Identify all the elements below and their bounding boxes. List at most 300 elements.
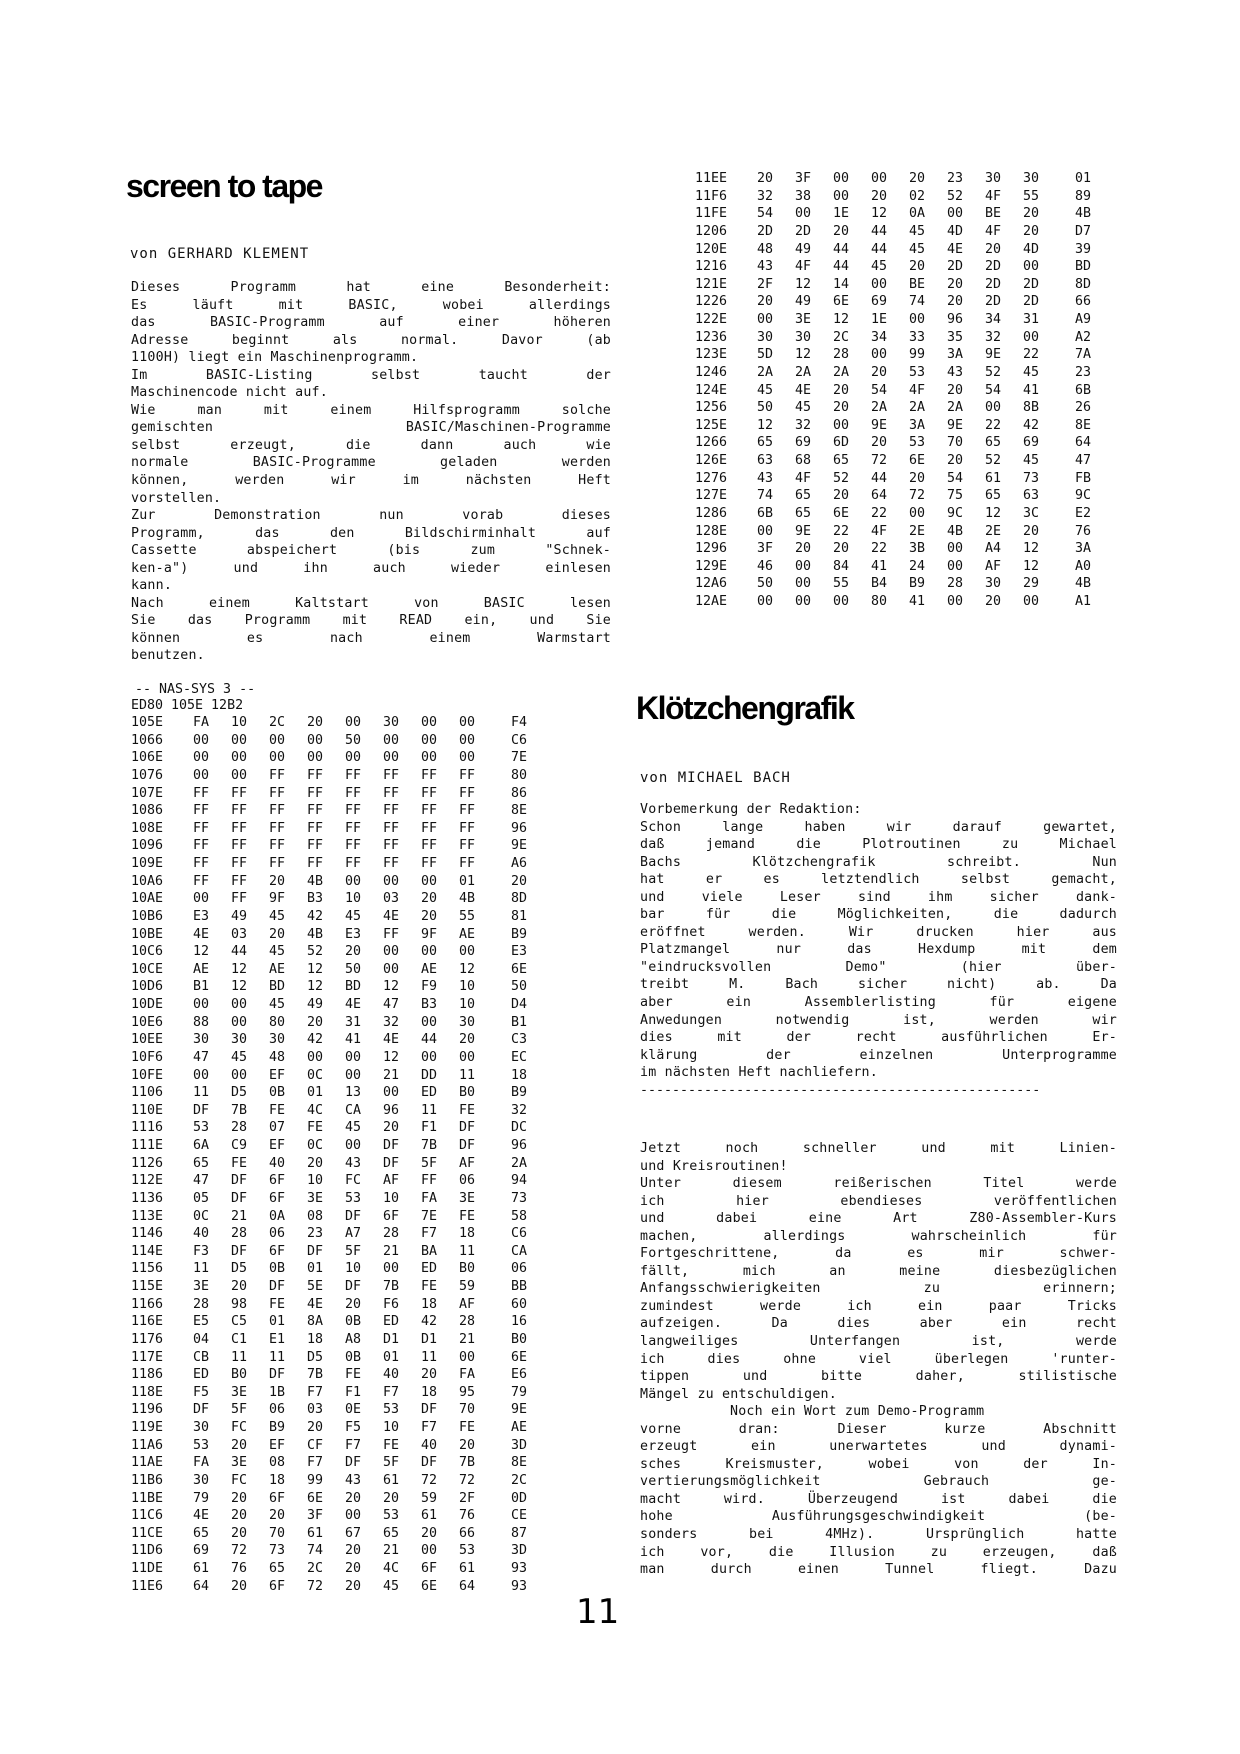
hex-byte: 12	[871, 206, 888, 222]
text-line: Anwedungen notwendig ist, werden wir	[640, 1012, 1117, 1028]
hex-byte: FF	[459, 856, 476, 871]
hex-byte: 3A	[909, 417, 926, 433]
hex-byte: 52	[985, 453, 1002, 468]
hex-byte: 53	[909, 364, 926, 380]
hex-byte: 00	[193, 732, 210, 748]
hex-byte: 0A	[269, 1208, 286, 1224]
hex-byte: 7B	[231, 1102, 248, 1118]
hex-byte: 74	[757, 488, 774, 504]
hex-byte: 59	[421, 1490, 438, 1506]
hex-byte: 53	[909, 435, 926, 451]
hex-checksum: 89	[1075, 188, 1092, 204]
hex-byte: E3	[345, 926, 362, 942]
text-line: selbst erzeugt, die dann auch wie	[131, 437, 611, 453]
hex-address: 11FE	[695, 206, 728, 222]
hex-byte: 20	[795, 541, 812, 557]
text-line: ken-a") und ihn auch wieder einlesen	[131, 560, 611, 576]
hex-byte: 4B	[947, 523, 964, 539]
hexdump-row	[695, 329, 1115, 347]
hex-byte: 65	[795, 505, 812, 521]
text-line: Schon lange haben wir darauf gewartet,	[640, 819, 1117, 835]
hexdump-row	[131, 1454, 551, 1472]
hex-byte: 20	[231, 1525, 248, 1541]
hex-byte: 00	[833, 417, 850, 433]
hex-address: 117E	[131, 1349, 164, 1365]
hex-byte: F7	[421, 1226, 438, 1242]
hex-byte: 22	[1023, 347, 1040, 363]
hex-byte: 20	[421, 1367, 438, 1383]
hex-byte: 00	[383, 961, 400, 977]
hex-byte: 79	[193, 1490, 210, 1506]
hex-byte: 41	[871, 558, 888, 574]
hex-byte: 0A	[909, 206, 926, 222]
hex-byte: 00	[795, 576, 812, 592]
hex-byte: B4	[871, 576, 888, 592]
text-line: können es nach einem Warmstart	[131, 630, 611, 646]
hex-byte: 00	[947, 206, 964, 222]
hex-byte: 20	[231, 1578, 248, 1594]
hex-byte: 70	[947, 435, 964, 451]
text-line: treibt M. Bach sicher nicht) ab. Da	[640, 977, 1117, 993]
text-line: Wie man mit einem Hilfsprogramm solche	[131, 402, 611, 418]
hex-byte: ED	[421, 1261, 438, 1277]
hex-byte: 11	[421, 1349, 438, 1365]
hex-byte: F7	[345, 1437, 362, 1453]
hex-checksum: 8E	[1075, 417, 1092, 433]
hexdump-row	[695, 575, 1115, 593]
hex-checksum: 96	[511, 1138, 528, 1153]
hex-byte: 9E	[947, 417, 964, 433]
hex-byte: 20	[345, 1543, 362, 1559]
hex-checksum: EC	[511, 1049, 528, 1065]
hex-byte: 00	[459, 944, 476, 960]
hex-byte: 3E	[231, 1455, 248, 1471]
hex-byte: 00	[795, 594, 812, 609]
hex-address: 125E	[695, 417, 728, 433]
hex-byte: 30	[193, 1472, 210, 1488]
hex-byte: FF	[269, 820, 286, 836]
hex-byte: 9F	[269, 891, 286, 907]
hex-byte: 65	[193, 1525, 210, 1541]
hex-byte: 9C	[947, 505, 964, 521]
hexdump-row	[131, 732, 551, 750]
text-line: und viele Leser sind ihm sicher dank-	[640, 889, 1117, 905]
hex-address: 12A6	[695, 576, 728, 592]
hex-byte: 20	[231, 1490, 248, 1506]
hex-byte: 45	[269, 997, 286, 1012]
hex-address: 12AE	[695, 594, 728, 609]
hex-checksum: 3A	[1075, 541, 1092, 557]
hex-byte: 00	[833, 594, 850, 609]
hex-checksum: 01	[1075, 171, 1092, 186]
hex-byte: 01	[269, 1314, 286, 1330]
byline-michael-bach: von MICHAEL BACH	[640, 770, 791, 786]
hex-byte: AF	[383, 1173, 400, 1189]
article-title-screen-to-tape: screen to tape	[126, 168, 322, 204]
hex-byte: 20	[909, 171, 926, 186]
text-line: aufzeigen. Da dies aber ein recht	[640, 1316, 1117, 1332]
hex-byte: 40	[193, 1226, 210, 1242]
hex-byte: 88	[193, 1014, 210, 1030]
hex-byte: 80	[269, 1014, 286, 1030]
hexdump-listing-right	[695, 170, 1115, 611]
hex-byte: 3C	[1023, 505, 1040, 521]
hex-byte: 2C	[307, 1561, 324, 1576]
hexdump-row	[131, 1525, 551, 1543]
hex-byte: 47	[383, 997, 400, 1012]
hexdump-row	[131, 1067, 551, 1085]
hex-byte: D5	[231, 1261, 248, 1277]
hexdump-row	[695, 558, 1115, 576]
hex-byte: 11	[269, 1349, 286, 1365]
hex-address: 1066	[131, 732, 164, 748]
hex-byte: 6E	[833, 294, 850, 310]
hexdump-row	[695, 241, 1115, 259]
hexdump-row	[131, 890, 551, 908]
hex-byte: 53	[193, 1120, 210, 1136]
hex-byte: 7E	[421, 1208, 438, 1224]
hex-byte: FA	[459, 1367, 476, 1383]
editorial-note-text	[640, 801, 1117, 1099]
page-number: 11	[576, 1592, 620, 1632]
hex-byte: 72	[909, 488, 926, 504]
hex-byte: 03	[307, 1402, 324, 1418]
hex-byte: 4B	[307, 873, 324, 889]
hex-byte: FF	[421, 1173, 438, 1189]
hex-byte: A8	[345, 1331, 362, 1347]
hex-byte: 7B	[459, 1455, 476, 1471]
text-line: langweiliges Unterfangen ist, werde	[640, 1334, 1117, 1350]
hex-address: 110E	[131, 1102, 164, 1118]
text-line: hat er es letztendlich selbst gemacht,	[640, 872, 1117, 888]
hex-byte: 40	[421, 1437, 438, 1453]
hex-address: 11DE	[131, 1561, 164, 1576]
hex-byte: 11	[193, 1085, 210, 1101]
hex-byte: 40	[269, 1155, 286, 1171]
hex-byte: ED	[193, 1367, 210, 1383]
hex-byte: CF	[307, 1437, 324, 1453]
hex-byte: 08	[269, 1455, 286, 1471]
hex-byte: 4C	[383, 1561, 400, 1576]
hex-byte: 00	[231, 767, 248, 783]
hex-byte: 69	[193, 1543, 210, 1559]
hex-checksum: CA	[511, 1243, 528, 1259]
hex-byte: FF	[269, 785, 286, 801]
hex-byte: 00	[1023, 594, 1040, 609]
hex-byte: 45	[231, 1049, 248, 1065]
hex-address: 10E6	[131, 1014, 164, 1030]
hex-byte: 98	[231, 1296, 248, 1312]
hex-address: 121E	[695, 276, 728, 292]
hex-byte: 32	[383, 1014, 400, 1030]
hex-byte: DF	[231, 1243, 248, 1259]
hex-address: 11E6	[131, 1578, 164, 1594]
hex-address: 122E	[695, 312, 728, 327]
hex-address: 10C6	[131, 944, 164, 960]
hex-byte: 00	[345, 1049, 362, 1065]
hex-address: 1266	[695, 435, 728, 451]
hex-byte: B9	[269, 1420, 286, 1435]
text-line: klärung der einzelnen Unterprogramme	[640, 1047, 1117, 1063]
hex-byte: 00	[795, 558, 812, 574]
hexdump-row	[131, 1419, 551, 1437]
hex-byte: 00	[231, 997, 248, 1012]
hex-byte: 9E	[795, 523, 812, 539]
hex-byte: 10	[383, 1420, 400, 1435]
hex-address: 11BE	[131, 1490, 164, 1506]
hex-byte: 08	[307, 1208, 324, 1224]
hex-checksum: C6	[511, 732, 528, 748]
hex-byte: 4F	[909, 382, 926, 398]
listing-header-addresses: ED80 105E 12B2	[131, 698, 244, 713]
hex-byte: 12	[1023, 558, 1040, 574]
hex-byte: 4F	[795, 259, 812, 275]
hex-byte: 00	[833, 188, 850, 204]
text-line: dies mit der recht ausführlichen Er-	[640, 1030, 1117, 1046]
hex-byte: 00	[383, 1085, 400, 1101]
hex-byte: B1	[193, 979, 210, 995]
hex-byte: 18	[269, 1472, 286, 1488]
hex-byte: 20	[269, 1508, 286, 1524]
hexdump-row	[131, 1507, 551, 1525]
hex-byte: 45	[909, 223, 926, 239]
hex-byte: 22	[833, 523, 850, 539]
hex-byte: 00	[833, 171, 850, 186]
hex-byte: 00	[193, 767, 210, 783]
hex-checksum: 2A	[511, 1155, 528, 1171]
hex-byte: DF	[193, 1402, 210, 1418]
hex-checksum: 26	[1075, 400, 1092, 416]
hex-byte: FE	[345, 1367, 362, 1383]
hex-checksum: 3D	[511, 1437, 528, 1453]
hex-byte: 0E	[345, 1402, 362, 1418]
hex-byte: 23	[307, 1226, 324, 1242]
hex-byte: 20	[833, 400, 850, 416]
hex-byte: 10	[383, 1190, 400, 1206]
hex-byte: 4C	[307, 1102, 324, 1118]
hex-byte: 2D	[1023, 294, 1040, 310]
hex-byte: 1E	[833, 206, 850, 222]
hex-byte: 00	[421, 732, 438, 748]
hex-byte: FF	[307, 838, 324, 854]
hex-byte: E1	[269, 1331, 286, 1347]
hex-byte: FF	[307, 785, 324, 801]
hex-byte: 00	[421, 750, 438, 766]
hex-byte: 32	[795, 417, 812, 433]
hex-checksum: 64	[1075, 435, 1092, 451]
text-line: vorstellen.	[131, 490, 222, 506]
hex-byte: DF	[231, 1190, 248, 1206]
hex-address: 1206	[695, 223, 728, 239]
hex-checksum: 60	[511, 1296, 528, 1312]
hex-byte: A7	[345, 1226, 362, 1242]
hex-byte: 00	[909, 312, 926, 327]
hex-byte: 28	[383, 1226, 400, 1242]
hex-byte: FF	[307, 767, 324, 783]
hex-checksum: 6E	[511, 1349, 528, 1365]
hex-byte: 53	[383, 1508, 400, 1524]
hex-byte: 84	[833, 558, 850, 574]
hex-checksum: 39	[1075, 241, 1092, 257]
hex-checksum: 4B	[1075, 576, 1092, 592]
hexdump-row	[131, 1225, 551, 1243]
hex-byte: 30	[985, 576, 1002, 592]
hex-byte: 00	[193, 891, 210, 907]
hex-address: 119E	[131, 1420, 164, 1435]
hex-byte: DF	[269, 1279, 286, 1294]
hex-byte: F1	[421, 1120, 438, 1136]
article-title-kloetzchengrafik: Klötzchengrafik	[636, 690, 854, 726]
hex-byte: AF	[985, 558, 1002, 574]
hex-byte: 30	[193, 1032, 210, 1048]
hex-byte: 72	[231, 1543, 248, 1559]
hex-byte: DF	[383, 1138, 400, 1153]
hex-byte: 00	[421, 715, 438, 730]
hex-byte: 20	[269, 873, 286, 889]
hex-address: 1256	[695, 400, 728, 416]
hex-byte: 11	[459, 1243, 476, 1259]
hex-byte: FF	[383, 856, 400, 871]
hexdump-row	[695, 452, 1115, 470]
hexdump-row	[695, 593, 1115, 611]
hex-checksum: 93	[511, 1561, 528, 1576]
hex-byte: FC	[345, 1173, 362, 1189]
hex-byte: FF	[307, 856, 324, 871]
hex-byte: 00	[345, 1138, 362, 1153]
hex-byte: 00	[459, 715, 476, 730]
hex-byte: 22	[871, 505, 888, 521]
hex-byte: 7B	[421, 1138, 438, 1153]
hex-byte: 00	[383, 944, 400, 960]
hex-byte: DF	[383, 1155, 400, 1171]
hex-byte: 30	[459, 1014, 476, 1030]
hex-byte: 2A	[757, 364, 774, 380]
hex-byte: 00	[421, 1014, 438, 1030]
hexdump-row	[131, 1278, 551, 1296]
hex-byte: 21	[459, 1331, 476, 1347]
hex-byte: FF	[231, 785, 248, 801]
hex-byte: 20	[421, 1525, 438, 1541]
hex-address: 10EE	[131, 1032, 164, 1048]
hex-byte: 30	[383, 715, 400, 730]
text-line: fällt, mich an meine diesbezüglichen	[640, 1263, 1117, 1279]
text-line: vertierungsmöglichkeit Gebrauch ge-	[640, 1474, 1117, 1490]
text-line: das BASIC-Programm auf einer höheren	[131, 315, 611, 331]
hexdump-listing-left	[131, 682, 551, 1595]
hex-byte: 6E	[909, 453, 926, 468]
hexdump-row	[695, 364, 1115, 382]
hexdump-row	[131, 1331, 551, 1349]
hex-checksum: 81	[511, 908, 528, 924]
hex-checksum: 76	[1075, 523, 1092, 539]
hexdump-row	[131, 1401, 551, 1419]
hex-byte: 65	[269, 1561, 286, 1576]
hex-byte: 9F	[421, 926, 438, 942]
hex-byte: 00	[459, 1049, 476, 1065]
hexdump-row	[131, 837, 551, 855]
hex-byte: FF	[269, 767, 286, 783]
hex-address: 1086	[131, 803, 164, 819]
hex-byte: 43	[345, 1155, 362, 1171]
hexdump-row	[131, 714, 551, 732]
hexdump-row	[131, 1313, 551, 1331]
hex-byte: 63	[1023, 488, 1040, 504]
hex-byte: 65	[795, 488, 812, 504]
hex-byte: FF	[345, 838, 362, 854]
hexdump-row	[131, 767, 551, 785]
hex-checksum: 6B	[1075, 382, 1092, 398]
hexdump-row	[695, 505, 1115, 523]
text-line: machen, allerdings wahrscheinlich für	[640, 1228, 1117, 1244]
hex-byte: 00	[421, 1049, 438, 1065]
hex-byte: 3E	[307, 1190, 324, 1206]
text-line: sches Kreismuster, wobei von der In-	[640, 1456, 1117, 1472]
hex-address: 1166	[131, 1296, 164, 1312]
hex-byte: DF	[345, 1279, 362, 1294]
hex-byte: 2D	[947, 259, 964, 275]
hex-byte: 65	[383, 1525, 400, 1541]
text-line: sonders bei 4MHz). Ursprünglich hatte	[640, 1527, 1117, 1543]
hex-checksum: 3D	[511, 1543, 528, 1559]
hex-byte: 41	[909, 594, 926, 609]
hex-byte: 76	[459, 1508, 476, 1524]
hex-byte: 10	[231, 715, 248, 730]
hex-byte: FF	[231, 856, 248, 871]
hex-byte: FF	[421, 820, 438, 836]
text-line: ich hier ebendieses veröffentlichen	[640, 1193, 1117, 1209]
hex-byte: 2D	[1023, 276, 1040, 292]
text-line: tippen und bitte daher, stilistische	[640, 1369, 1117, 1385]
hex-byte: 45	[795, 400, 812, 416]
hex-byte: 72	[459, 1472, 476, 1488]
hex-byte: EF	[269, 1067, 286, 1083]
hex-byte: 04	[193, 1331, 210, 1347]
hex-byte: 74	[909, 294, 926, 310]
hex-byte: 6E	[833, 505, 850, 521]
hex-byte: FF	[383, 803, 400, 819]
hex-byte: 10	[459, 979, 476, 995]
hex-byte: B0	[231, 1367, 248, 1383]
hex-byte: 50	[345, 732, 362, 748]
hex-byte: 12	[795, 347, 812, 363]
text-line: zumindest werde ich ein paar Tricks	[640, 1298, 1117, 1314]
hexdump-row	[695, 470, 1115, 488]
hex-byte: 61	[985, 470, 1002, 486]
hex-byte: 75	[947, 488, 964, 504]
hex-byte: 20	[909, 259, 926, 275]
hex-byte: 34	[985, 312, 1002, 327]
text-line: macht wird. Überzeugend ist dabei die	[640, 1491, 1117, 1507]
hex-byte: FF	[269, 803, 286, 819]
hex-byte: 64	[871, 488, 888, 504]
hex-byte: EF	[269, 1437, 286, 1453]
text-line: daß jemand die Plotroutinen zu Michael	[640, 837, 1117, 853]
hex-address: 114E	[131, 1243, 164, 1259]
hex-byte: C1	[231, 1331, 248, 1347]
hex-byte: 10	[459, 997, 476, 1012]
hex-byte: DF	[421, 1402, 438, 1418]
hex-byte: DF	[345, 1208, 362, 1224]
hex-byte: 49	[795, 241, 812, 257]
hex-address: 11AE	[131, 1455, 164, 1471]
hex-byte: 45	[345, 1120, 362, 1136]
hex-byte: 24	[909, 558, 926, 574]
text-line: Im BASIC-Listing selbst taucht der	[131, 367, 611, 383]
hex-byte: 30	[757, 329, 774, 345]
hex-address: 129E	[695, 558, 728, 574]
hex-checksum: 73	[511, 1190, 528, 1206]
hex-byte: 20	[307, 1155, 324, 1171]
